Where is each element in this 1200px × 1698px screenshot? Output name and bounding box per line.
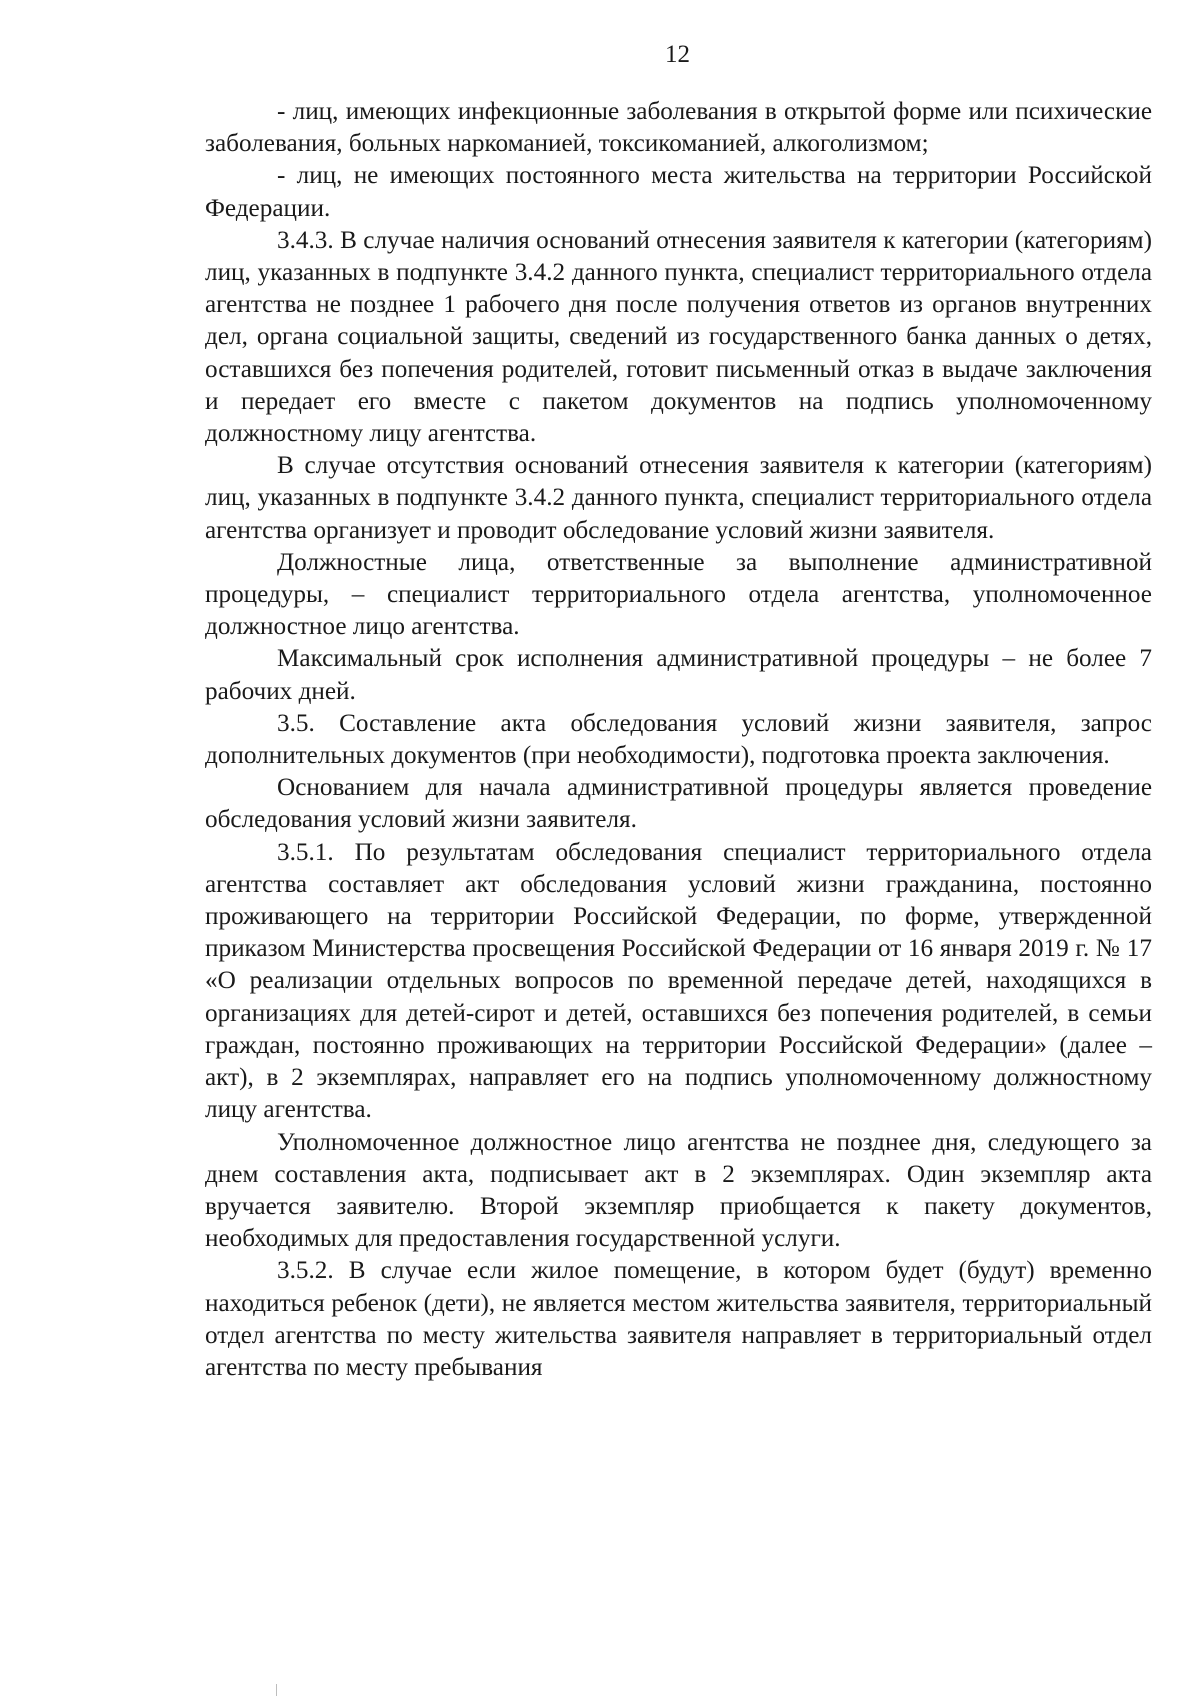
paragraph-list-item-infectious: - лиц, имеющих инфекционные заболевания в открытой форме или психические заболевания, больных наркоманией, токсикоманией, алкоголизмом; xyxy=(205,98,1152,158)
document-body xyxy=(205,96,1152,1384)
paragraph-3-5-heading: 3.5. Составление акта обследования условий жизни заявителя, запрос дополнительных документов (при необходимости), подготовка проекта заключения. xyxy=(205,709,1152,770)
paragraph-responsible-officials: Должностные лица, ответственные за выполнение административной процедуры, – специалист территориального отдела агентства, уполномоченное должностное лицо агентства. xyxy=(205,548,1152,641)
paragraph-absence-of-grounds: В случае отсутствия оснований отнесения заявителя к категории (категориям) лиц, указанных в подпункте 3.4.2 данного пункта, специалист территориального отдела агентства организует и проводит обследование условий жизни заявителя. xyxy=(205,452,1152,544)
scan-artifact xyxy=(276,1684,277,1696)
paragraph-authorized-official: Уполномоченное должностное лицо агентства не позднее дня, следующего за днем составления акта, подписывает акт в 2 экземплярах. Один экземпляр акта вручается заявителю. Второй экземпляр приобщается к пакету документов, необходимых для предоставления государственной услуги. xyxy=(205,1128,1152,1253)
paragraph-3-5-2: 3.5.2. В случае если жилое помещение, в котором будет (будут) временно находиться ребенок (дети), не является местом жительства заявителя, территориальный отдел агентства по месту жительства заявителя направляет в территориальный отдел агентства по месту пребывания xyxy=(205,1257,1152,1381)
paragraph-basis: Основанием для начала административной процедуры является проведение обследования условий жизни заявителя. xyxy=(205,774,1152,834)
paragraph-3-4-3: 3.4.3. В случае наличия оснований отнесения заявителя к категории (категориям) лиц, указанных в подпункте 3.4.2 данного пункта, специалист территориального отдела агентства не позднее 1 рабочего дня после получения ответов из органов внутренних дел, органа социальной защиты, сведений из государственного банка данных о детях, оставшихся без попечения родителей, готовит письменный отказ в выдаче заключения и передает его вместе с пакетом документов на подпись уполномоченному должностному лицу агентства. xyxy=(205,226,1152,448)
paragraph-list-item-no-residence: - лиц, не имеющих постоянного места жительства на территории Российской Федерации. xyxy=(205,162,1152,222)
paragraph-3-5-1: 3.5.1. По результатам обследования специалист территориального отдела агентства составляет акт обследования условий жизни гражданина, постоянно проживающего на территории Российской Федерации, по форме, утвержденной приказом Министерства просвещения Российской Федерации от 16 января 2019 г. № 17 «О реализации отдельных вопросов по временной передаче детей, находящихся в организациях для детей-сирот и детей, оставшихся без попечения родителей, в семьи граждан, постоянно проживающих на территории Российской Федерации» (далее – акт), в 2 экземплярах, направляет его на подпись уполномоченному должностному лицу агентства. xyxy=(205,838,1152,1124)
page-number: 12 xyxy=(665,41,690,68)
paragraph-max-term: Максимальный срок исполнения административной процедуры – не более 7 рабочих дней. xyxy=(205,645,1152,705)
